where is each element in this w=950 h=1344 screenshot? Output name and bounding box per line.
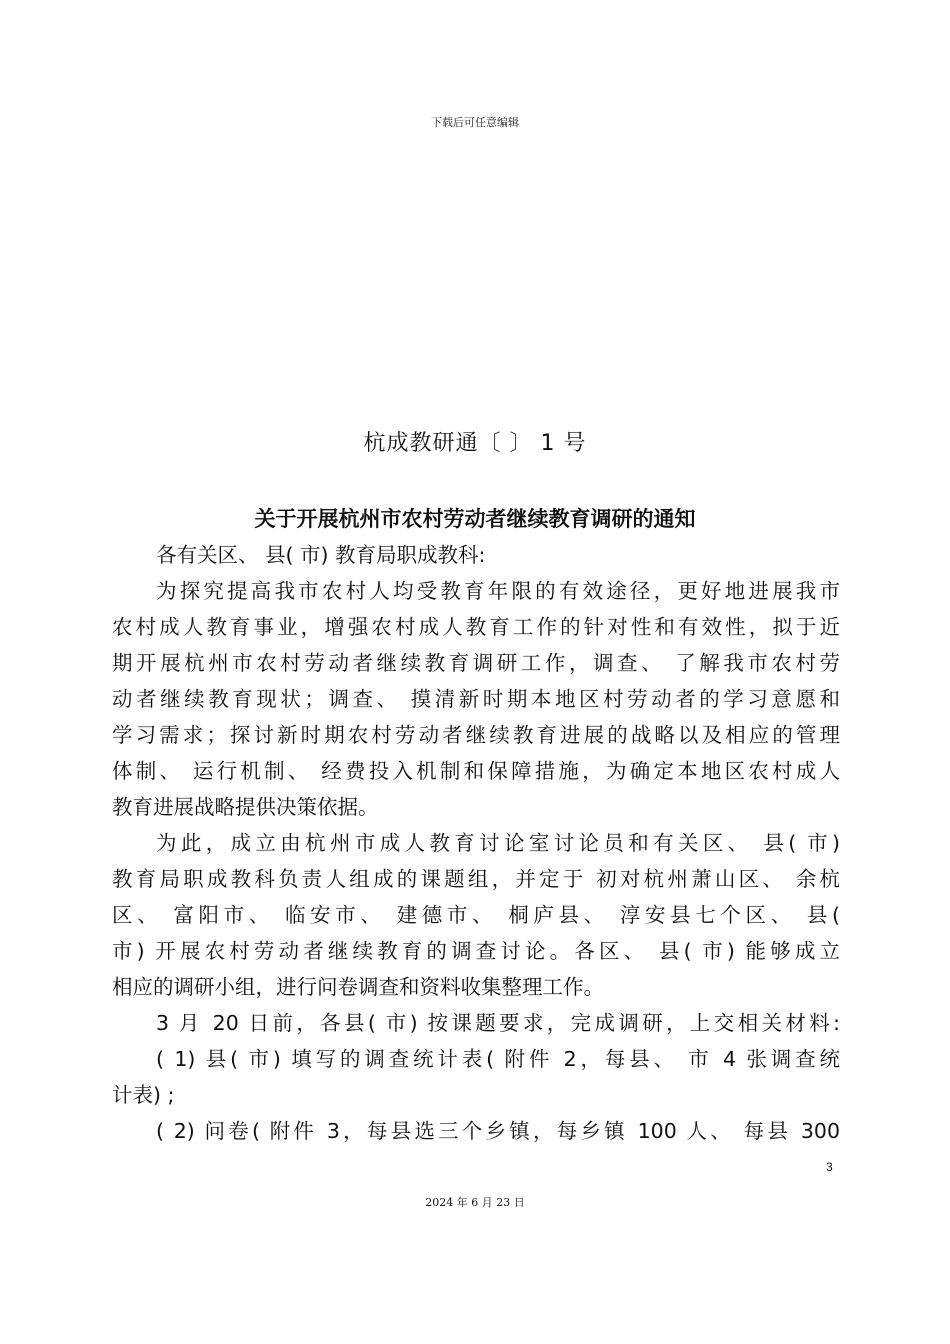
body-line: 市) 开展农村劳动者继续教育的调查讨论。各区、 县( 市) 能够成立	[112, 939, 840, 963]
body-line: 农村成人教育事业，增强农村成人教育工作的针对性和有效性，拟于近	[112, 615, 840, 639]
body-line: 为此，成立由杭州市成人教育讨论室讨论员和有关区、 县( 市)	[156, 831, 840, 855]
body-line: 教育进展战略提供决策依据。	[112, 795, 379, 819]
body-line: 各有关区、 县( 市) 教育局职成教科:	[156, 543, 486, 567]
body-line: 相应的调研小组，进行问卷调查和资料收集整理工作。	[112, 975, 604, 999]
page-number: 3	[826, 1160, 833, 1174]
body-line: 动者继续教育现状；调查、 摸清新时期本地区村劳动者的学习意愿和	[112, 687, 840, 711]
body-line: 体制、 运行机制、 经费投入机制和保障措施，为确定本地区农村成人	[112, 759, 840, 783]
body-line: 期开展杭州市农村劳动者继续教育调研工作，调查、 了解我市农村劳	[112, 651, 840, 675]
document-title: 关于开展杭州市农村劳动者继续教育调研的通知	[254, 507, 696, 531]
document-number: 杭成教研通〔 〕 1 号	[363, 431, 587, 456]
body-line: 3 月 20 日前，各县( 市) 按课题要求，完成调研，上交相关材料:	[156, 1011, 840, 1035]
document-body	[112, 537, 840, 1149]
body-line: 教育局职成教科负责人组成的课题组，并定于 初对杭州萧山区、 余杭	[112, 867, 840, 891]
body-line: ( 2) 问卷( 附件 3，每县选三个乡镇，每乡镇 100 人、 每县 300	[156, 1119, 840, 1143]
body-line: ( 1) 县( 市) 填写的调查统计表( 附件 2，每县、 市 4 张调查统	[156, 1047, 840, 1071]
body-line: 计表) ;	[112, 1083, 175, 1107]
body-line: 学习需求；探讨新时期农村劳动者继续教育进展的战略以及相应的管理	[112, 723, 840, 747]
body-line: 为探究提高我市农村人均受教育年限的有效途径，更好地进展我市	[156, 579, 840, 603]
footer-date: 2024 年 6 月 23 日	[425, 1196, 525, 1209]
body-line: 区、 富阳市、 临安市、 建德市、 桐庐县、 淳安县七个区、 县(	[112, 903, 840, 927]
header-note: 下载后可任意编辑	[431, 116, 519, 129]
